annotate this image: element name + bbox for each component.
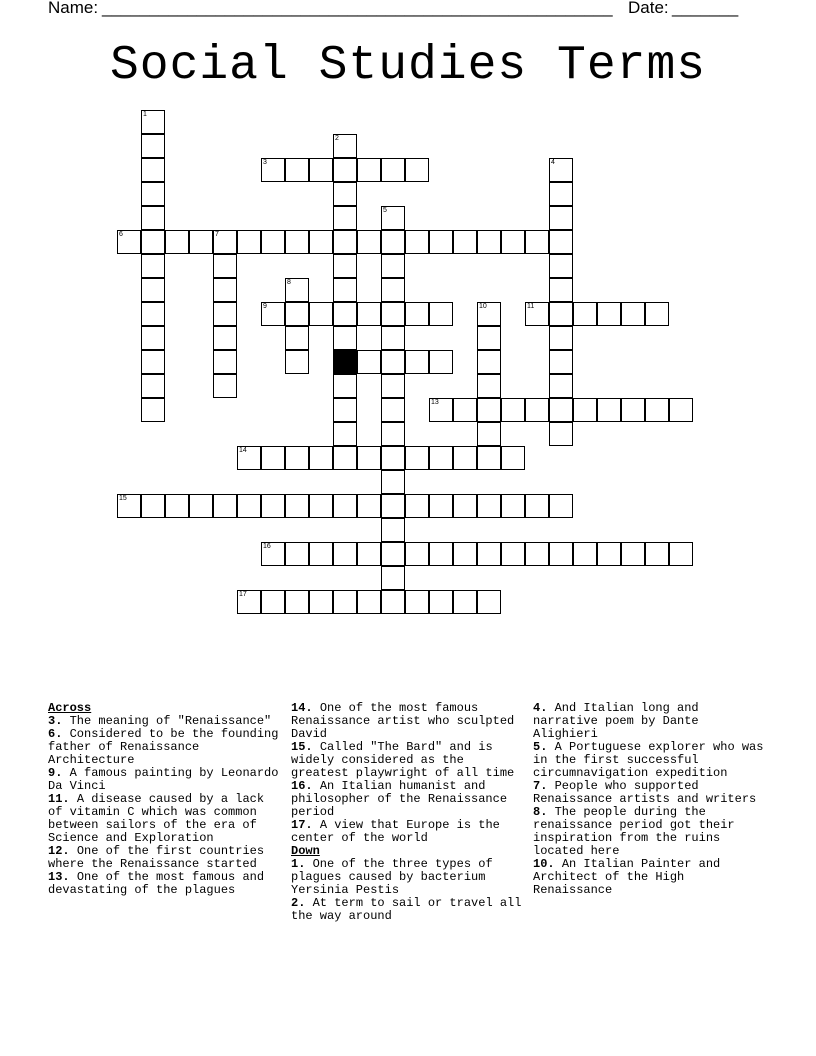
grid-cell[interactable] [597,398,621,422]
grid-cell[interactable] [309,446,333,470]
grid-cell[interactable] [549,422,573,446]
grid-cell[interactable] [429,446,453,470]
grid-cell[interactable] [261,302,285,326]
clue-number-label: 7 [215,231,219,238]
clue-text: A disease caused by a lack of vitamin C which was common between sailors of the era of Science and Exploration [48,792,265,845]
grid-cell[interactable] [405,590,429,614]
clue-number-label: 17 [239,591,247,598]
clue-across-14 [291,702,527,741]
name-field[interactable]: ______________________________________________________ [102,0,613,17]
grid-cell[interactable] [333,590,357,614]
grid-cell[interactable] [237,446,261,470]
clue-number-label: 5 [383,207,387,214]
clue-number: 17. [291,818,313,832]
grid-cell[interactable] [213,494,237,518]
grid-cell[interactable] [477,350,501,374]
grid-cell[interactable] [237,590,261,614]
grid-cell[interactable] [309,590,333,614]
grid-cell[interactable] [213,302,237,326]
grid-cell[interactable] [237,230,261,254]
grid-cell[interactable] [477,422,501,446]
grid-cell[interactable] [285,302,309,326]
grid-cell[interactable] [285,158,309,182]
clue-text: And Italian long and narrative poem by Dante Alighieri [533,701,699,741]
grid-cell[interactable] [429,350,453,374]
clue-number-label: 16 [263,543,271,550]
grid-cell[interactable] [285,326,309,350]
grid-cell[interactable] [261,542,285,566]
clue-text: An Italian humanist and philosopher of the Renaissance period [291,779,508,819]
grid-cell[interactable] [477,542,501,566]
grid-cell[interactable] [333,182,357,206]
clue-text: A famous painting by Leonardo Da Vinci [48,766,279,793]
grid-cell[interactable] [213,326,237,350]
clue-down-8 [533,806,769,858]
grid-cell[interactable] [477,590,501,614]
grid-cell[interactable] [309,158,333,182]
clue-number: 16. [291,779,313,793]
grid-cell[interactable] [597,542,621,566]
clue-number: 8. [533,805,548,819]
grid-cell[interactable] [621,302,645,326]
clue-number-label: 13 [431,399,439,406]
grid-cell[interactable] [285,350,309,374]
grid-cell[interactable] [165,494,189,518]
date-label: Date: [628,0,669,17]
clue-down-1 [291,858,527,897]
grid-cell[interactable] [213,374,237,398]
grid-cell[interactable] [453,494,477,518]
grid-cell[interactable] [261,494,285,518]
clue-number-label: 15 [119,495,127,502]
clue-text: One of the three types of plagues caused by bacterium Yersinia Pestis [291,857,493,897]
clue-number: 14. [291,701,313,715]
grid-cell[interactable] [549,374,573,398]
grid-cell[interactable] [141,182,165,206]
grid-cell[interactable] [405,350,429,374]
grid-cell[interactable] [381,494,405,518]
clue-number: 10. [533,857,555,871]
grid-cell[interactable] [357,590,381,614]
grid-cell[interactable] [645,398,669,422]
grid-cell[interactable] [357,542,381,566]
grid-cell[interactable] [381,254,405,278]
grid-cell[interactable] [381,278,405,302]
grid-cell[interactable] [333,326,357,350]
grid-cell[interactable] [333,494,357,518]
grid-cell[interactable] [429,542,453,566]
grid-cell[interactable] [501,494,525,518]
grid-cell[interactable] [429,590,453,614]
clue-number: 2. [291,896,306,910]
grid-cell[interactable] [381,470,405,494]
clue-number-label: 11 [527,303,535,310]
clue-down-5 [533,741,769,780]
grid-cell[interactable] [381,398,405,422]
grid-cell[interactable] [285,542,309,566]
clue-down-2 [291,897,527,923]
grid-cell[interactable] [549,206,573,230]
clue-across-16 [291,780,527,819]
clue-number: 6. [48,727,63,741]
grid-cell[interactable] [141,398,165,422]
grid-cell[interactable] [381,158,405,182]
grid-cell[interactable] [213,350,237,374]
across-heading: Across [48,701,92,715]
grid-cell[interactable] [405,542,429,566]
clue-across-15 [291,741,527,780]
clue-text: At term to sail or travel all the way around [291,896,522,923]
clue-number: 3. [48,714,63,728]
clue-text: A view that Europe is the center of the world [291,818,500,845]
grid-cell[interactable] [357,230,381,254]
grid-cell[interactable] [477,302,501,326]
grid-cell[interactable] [285,590,309,614]
grid-cell[interactable] [453,542,477,566]
clue-number: 9. [48,766,63,780]
grid-cell[interactable] [549,302,573,326]
clue-text: One of the most famous and devastating of the plagues [48,870,265,897]
grid-cell[interactable] [333,302,357,326]
grid-cell[interactable] [309,302,333,326]
grid-cell[interactable] [165,230,189,254]
clue-number-label: 14 [239,447,247,454]
grid-cell[interactable] [597,302,621,326]
grid-cell[interactable] [213,278,237,302]
grid-cell[interactable] [381,302,405,326]
grid-cell[interactable] [549,254,573,278]
grid-cell[interactable] [621,398,645,422]
clue-number-label: 4 [551,159,555,166]
grid-cell[interactable] [333,542,357,566]
grid-cell[interactable] [429,302,453,326]
grid-cell[interactable] [357,446,381,470]
grid-cell[interactable] [141,350,165,374]
grid-cell[interactable] [261,590,285,614]
grid-cell[interactable] [453,590,477,614]
grid-cell[interactable] [477,398,501,422]
grid-cell[interactable] [573,542,597,566]
date-field[interactable]: _______ [672,0,739,17]
grid-cell[interactable] [357,350,381,374]
clue-across-11 [48,793,284,845]
clue-text: Called "The Bard" and is widely considered as the greatest playwright of all time [291,740,515,780]
grid-cell[interactable] [285,230,309,254]
grid-cell[interactable] [621,542,645,566]
grid-cell[interactable] [453,446,477,470]
clue-number-label: 6 [119,231,123,238]
grid-cell[interactable] [429,494,453,518]
grid-cell[interactable] [405,494,429,518]
clue-number-label: 12 [335,351,343,358]
clue-number: 4. [533,701,548,715]
grid-cell[interactable] [261,446,285,470]
clue-text: A Portuguese explorer who was in the first successful circumnavigation expedition [533,740,764,780]
grid-cell[interactable] [141,110,165,134]
grid-cell[interactable] [141,278,165,302]
grid-cell[interactable] [669,398,693,422]
grid-cell[interactable] [381,518,405,542]
clue-down-10 [533,858,769,897]
clue-across-6 [48,728,284,767]
clue-number: 1. [291,857,306,871]
clue-across-17 [291,819,527,845]
grid-cell[interactable] [261,230,285,254]
grid-cell[interactable] [645,302,669,326]
grid-cell[interactable] [117,230,141,254]
grid-cell[interactable] [525,302,549,326]
clue-down-4 [533,702,769,741]
grid-cell[interactable] [357,158,381,182]
grid-cell[interactable] [549,494,573,518]
clue-number: 15. [291,740,313,754]
grid-cell[interactable] [309,494,333,518]
grid-cell[interactable] [189,230,213,254]
clue-text: The meaning of "Renaissance" [69,714,272,728]
page-title: Social Studies Terms [109,39,707,93]
grid-cell[interactable] [381,350,405,374]
grid-cell[interactable] [333,134,357,158]
grid-cell[interactable] [213,254,237,278]
grid-cell[interactable] [549,398,573,422]
grid-cell[interactable] [525,542,549,566]
clue-number: 11. [48,792,70,806]
grid-cell[interactable] [141,494,165,518]
grid-cell[interactable] [381,326,405,350]
grid-cell[interactable] [549,182,573,206]
grid-cell[interactable] [213,230,237,254]
grid-cell[interactable] [501,542,525,566]
grid-cell[interactable] [309,230,333,254]
clue-number: 12. [48,844,70,858]
grid-cell[interactable] [573,398,597,422]
grid-cell[interactable] [237,494,261,518]
grid-cell[interactable] [333,158,357,182]
clue-number: 7. [533,779,548,793]
grid-cell[interactable] [549,326,573,350]
grid-cell[interactable] [645,542,669,566]
grid-cell[interactable] [333,230,357,254]
grid-cell[interactable] [381,230,405,254]
clues-section [48,702,788,962]
grid-cell[interactable] [477,326,501,350]
clue-column-3 [533,702,769,897]
grid-cell[interactable] [669,542,693,566]
clue-text: One of the first countries where the Renaissance started [48,844,265,871]
clue-number-label: 2 [335,135,339,142]
grid-cell[interactable] [261,158,285,182]
grid-cell[interactable] [453,230,477,254]
name-label: Name: [48,0,99,17]
grid-cell[interactable] [405,302,429,326]
grid-cell[interactable] [525,398,549,422]
grid-cell[interactable] [333,206,357,230]
grid-cell[interactable] [405,230,429,254]
grid-cell[interactable] [525,494,549,518]
clue-number-label: 1 [143,111,147,118]
grid-cell[interactable] [333,398,357,422]
grid-cell[interactable] [189,494,213,518]
clue-number-label: 8 [287,279,291,286]
grid-cell[interactable] [381,422,405,446]
grid-cell[interactable] [381,566,405,590]
clue-across-9 [48,767,284,793]
clue-down-7 [533,780,769,806]
grid-cell[interactable] [141,158,165,182]
grid-cell[interactable] [477,494,501,518]
grid-cell[interactable] [141,374,165,398]
grid-cell[interactable] [333,254,357,278]
grid-cell[interactable] [141,206,165,230]
grid-cell[interactable] [501,398,525,422]
grid-cell[interactable] [549,350,573,374]
grid-cell[interactable] [549,542,573,566]
grid-cell[interactable] [477,446,501,470]
grid-cell[interactable] [549,158,573,182]
down-heading: Down [291,844,320,858]
grid-cell[interactable] [429,230,453,254]
clue-across-12 [48,845,284,871]
grid-cell[interactable] [549,230,573,254]
grid-cell[interactable] [309,542,333,566]
grid-cell[interactable] [525,230,549,254]
clue-text: Considered to be the founding father of Renaissance Architecture [48,727,279,767]
grid-cell[interactable] [429,398,453,422]
grid-cell[interactable] [381,206,405,230]
grid-cell[interactable] [141,302,165,326]
clue-column-1 [48,702,284,897]
grid-cell[interactable] [141,134,165,158]
grid-cell[interactable] [285,446,309,470]
clue-number-label: 10 [479,303,487,310]
grid-cell[interactable] [381,446,405,470]
grid-cell[interactable] [573,302,597,326]
grid-cell[interactable] [501,446,525,470]
grid-cell[interactable] [501,230,525,254]
clue-text: One of the most famous Renaissance artist who sculpted David [291,701,515,741]
grid-cell[interactable] [333,446,357,470]
grid-cell[interactable] [285,278,309,302]
clue-number-label: 3 [263,159,267,166]
clue-column-2 [291,702,527,923]
grid-cell[interactable] [405,158,429,182]
clue-across-13 [48,871,284,897]
grid-cell[interactable] [381,590,405,614]
grid-cell[interactable] [549,278,573,302]
grid-cell[interactable] [357,302,381,326]
grid-cell[interactable] [453,398,477,422]
grid-cell[interactable] [333,422,357,446]
grid-cell[interactable] [141,254,165,278]
grid-cell[interactable] [381,374,405,398]
clue-text: An Italian Painter and Architect of the High Renaissance [533,857,721,897]
clue-text: People who supported Renaissance artists and writers [533,779,757,806]
grid-cell[interactable] [477,230,501,254]
grid-cell[interactable] [333,278,357,302]
grid-cell[interactable] [405,446,429,470]
clue-number: 13. [48,870,70,884]
grid-cell[interactable] [141,230,165,254]
grid-cell[interactable] [333,374,357,398]
grid-cell[interactable] [141,326,165,350]
clue-number-label: 9 [263,303,267,310]
grid-cell[interactable] [477,374,501,398]
grid-cell[interactable] [285,494,309,518]
grid-cell[interactable] [357,494,381,518]
grid-cell[interactable] [117,494,141,518]
shaded-cell [333,350,357,374]
clue-text: The people during the renaissance period got their inspiration from the ruins located here [533,805,735,858]
clue-number: 5. [533,740,548,754]
grid-cell[interactable] [381,542,405,566]
